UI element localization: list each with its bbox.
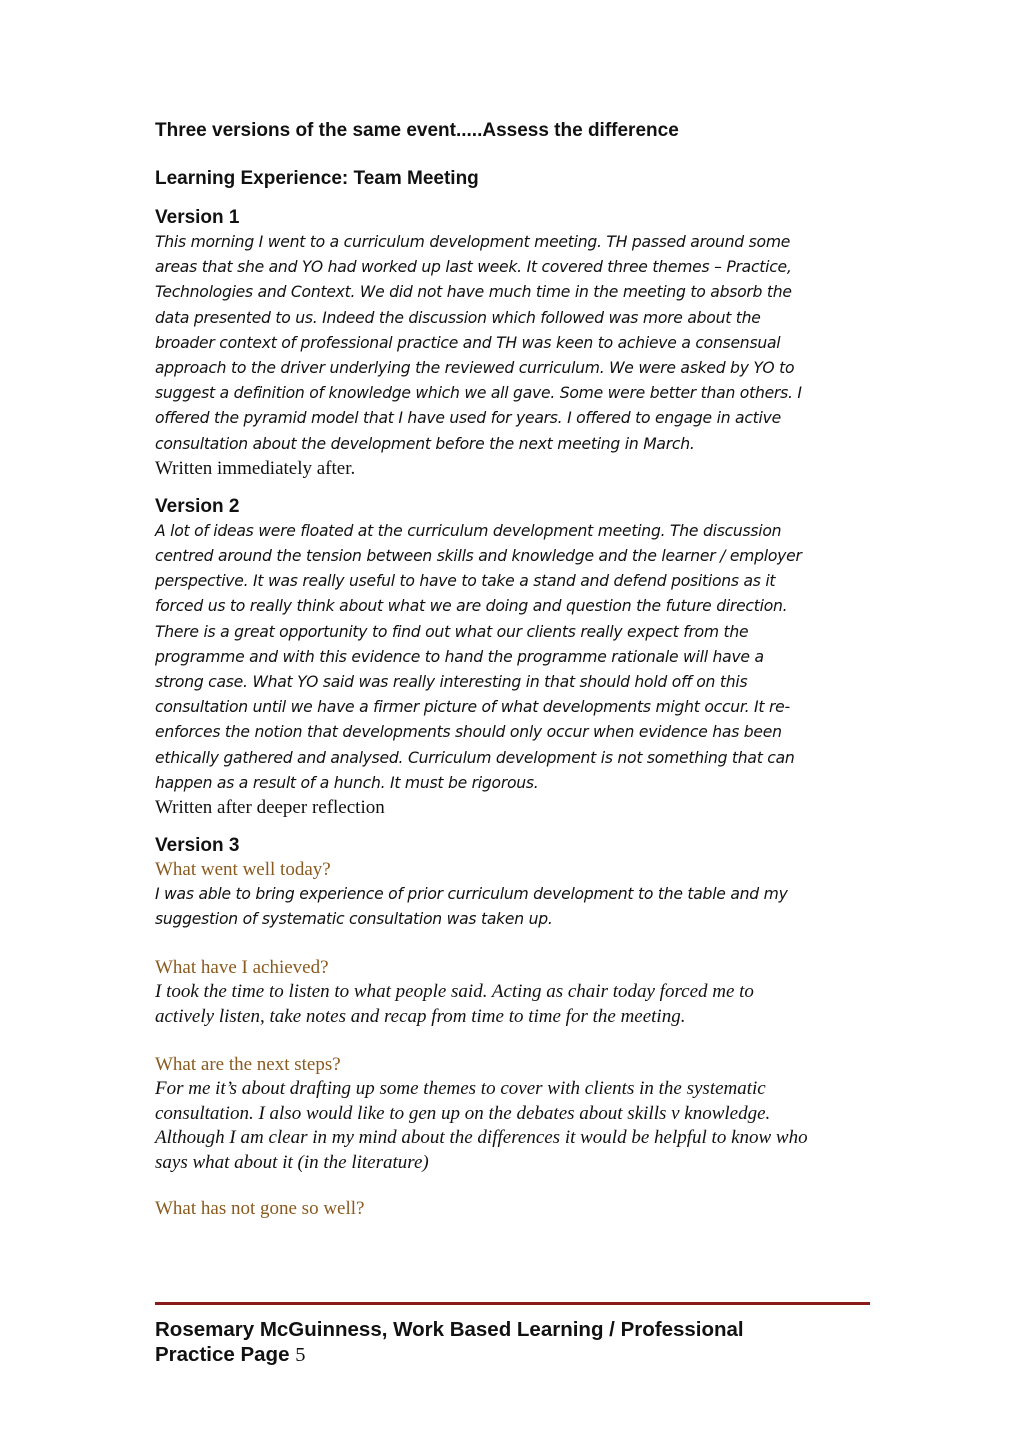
text-line: There is a great opportunity to find out what our clients really expect from the <box>155 622 749 641</box>
version-3-heading: Version 3 <box>155 835 240 857</box>
answer-achieved <box>155 980 870 1029</box>
page-number: 5 <box>295 1344 306 1366</box>
spacer <box>155 1175 870 1197</box>
text-line: areas that she and YO had worked up last week. It covered three themes – Practice, <box>155 258 792 277</box>
text-line: suggest a definition of knowledge which we all gave. Some were better than others. I <box>155 384 802 403</box>
footer-text <box>155 1317 870 1368</box>
question-achieved: What have I achieved? <box>155 957 329 979</box>
text-line: actively listen, take notes and recap from time to time for the meeting. <box>155 1005 686 1027</box>
text-line: broader context of professional practice and TH was keen to achieve a consensual <box>155 333 781 352</box>
text-line: enforces the notion that developments should only occur when evidence has been <box>155 723 782 742</box>
text-line: This morning I went to a curriculum development meeting. TH passed around some <box>155 233 791 251</box>
question-not-gone-well: What has not gone so well? <box>155 1198 365 1220</box>
version-1-note: Written immediately after. <box>155 457 356 479</box>
text-line: Technologies and Context. We did not have much time in the meeting to absorb the <box>155 283 792 302</box>
text-line: says what about it (in the literature) <box>155 1151 429 1173</box>
text-line: consultation until we have a firmer picture of what developments might occur. It re- <box>155 698 790 717</box>
text-line: A lot of ideas were floated at the curriculum development meeting. The discussion <box>155 521 782 540</box>
text-line: forced us to really think about what we are doing and question the future direction. <box>155 597 788 616</box>
version-1-body <box>155 230 870 457</box>
document-subtitle: Learning Experience: Team Meeting <box>155 168 479 189</box>
text-line: I was able to bring experience of prior curriculum development to the table and my <box>155 885 788 904</box>
text-line: programme and with this evidence to hand the programme rationale will have a <box>155 647 764 666</box>
answer-next-steps <box>155 1077 870 1175</box>
document-page <box>155 118 870 1221</box>
version-3-section <box>155 834 870 1221</box>
answer-went-well <box>155 882 870 932</box>
document-title: Three versions of the same event.....Assess the difference <box>155 120 679 141</box>
text-line: consultation. I also would like to gen up on the debates about skills v knowledge. <box>155 1102 771 1124</box>
version-2-section <box>155 495 870 820</box>
version-1-section <box>155 206 870 481</box>
version-1-heading: Version 1 <box>155 207 240 228</box>
text-line: I took the time to listen to what people said. Acting as chair today forced me to <box>155 981 754 1003</box>
text-line: data presented to us. Indeed the discussion which followed was more about the <box>155 308 761 327</box>
text-line: happen as a result of a hunch. It must be rigorous. <box>155 773 539 792</box>
spacer <box>155 1029 870 1053</box>
footer-page-label: Practice Page <box>155 1343 290 1366</box>
text-line: approach to the driver underlying the reviewed curriculum. We were asked by YO to <box>155 359 795 378</box>
text-line: Although I am clear in my mind about the differences it would be helpful to know who <box>155 1127 808 1149</box>
question-next-steps: What are the next steps? <box>155 1054 341 1076</box>
text-line: For me it’s about drafting up some themes to cover with clients in the systematic <box>155 1078 766 1100</box>
text-line: strong case. What YO said was really interesting in that should hold off on this <box>155 673 748 692</box>
version-2-body <box>155 519 870 796</box>
text-line: ethically gathered and analysed. Curriculum development is not something that can <box>155 748 795 767</box>
text-line: suggestion of systematic consultation was taken up. <box>155 910 553 929</box>
text-line: perspective. It was really useful to have to take a stand and defend positions as it <box>155 572 776 591</box>
footer-line-1: Rosemary McGuinness, Work Based Learning / Professional <box>155 1318 744 1341</box>
version-2-note: Written after deeper reflection <box>155 797 385 819</box>
page-footer <box>155 1302 870 1368</box>
text-line: centred around the tension between skills and knowledge and the learner / employer <box>155 547 802 566</box>
text-line: consultation about the development before the next meeting in March. <box>155 434 695 453</box>
footer-divider <box>155 1302 870 1305</box>
version-2-heading: Version 2 <box>155 495 240 517</box>
spacer <box>155 932 870 956</box>
text-line: offered the pyramid model that I have used for years. I offered to engage in active <box>155 409 781 428</box>
question-went-well: What went well today? <box>155 859 331 881</box>
